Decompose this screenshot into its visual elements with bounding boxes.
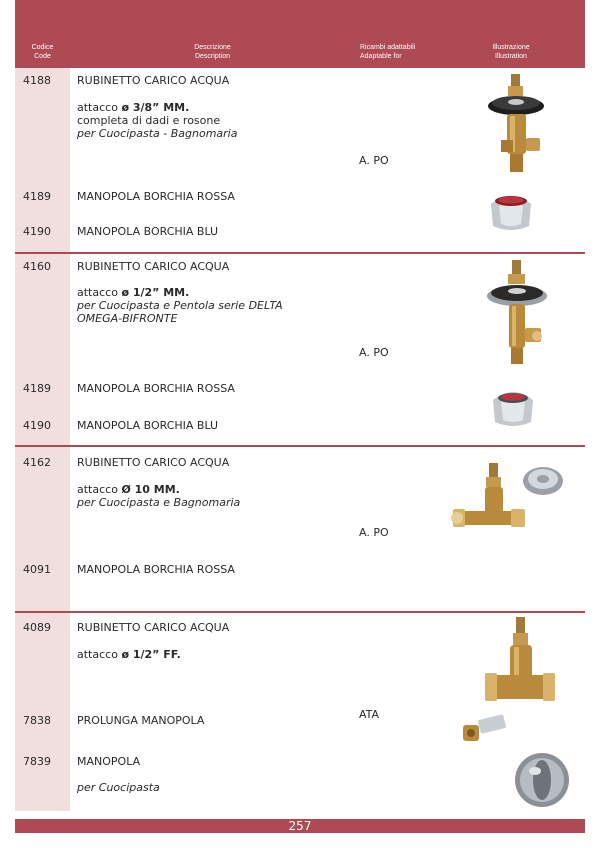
product-code: 4160 bbox=[23, 260, 51, 273]
product-title: RUBINETTO CARICO ACQUA bbox=[77, 456, 230, 469]
item-description: MANOPOLA bbox=[77, 755, 141, 768]
product-usage: per Cuocipasta e Pentola serie DELTA bbox=[77, 299, 283, 312]
item-code: 4091 bbox=[23, 563, 51, 576]
code-column bbox=[15, 254, 70, 445]
header-illustration: Illustrazione Illustration bbox=[492, 44, 530, 60]
code-column bbox=[15, 613, 70, 811]
item-description: MANOPOLA BORCHIA ROSSA bbox=[77, 563, 235, 576]
item-code: 4190 bbox=[23, 225, 51, 238]
product-code: 4188 bbox=[23, 74, 51, 87]
tap-valve-image bbox=[477, 74, 555, 178]
adaptable-for: ATA bbox=[359, 708, 380, 721]
adaptable-for: A. PO bbox=[359, 346, 389, 359]
page-number: 257 bbox=[15, 819, 585, 833]
product-code: 4089 bbox=[23, 621, 51, 634]
extension-part-image bbox=[459, 711, 509, 745]
item-description: MANOPOLA BORCHIA ROSSA bbox=[77, 382, 235, 395]
product-section bbox=[15, 66, 585, 252]
header-adaptable: Ricambi adattabili Adaptable for bbox=[360, 44, 416, 60]
product-section bbox=[15, 611, 585, 811]
code-column bbox=[15, 447, 70, 611]
product-title: RUBINETTO CARICO ACQUA bbox=[77, 74, 230, 87]
product-code: 4162 bbox=[23, 456, 51, 469]
header-description: Descrizione Description bbox=[194, 44, 231, 60]
product-usage: per Cuocipasta - Bagnomaria bbox=[77, 127, 238, 140]
product-attachment: attacco ø 3/8” MM. bbox=[77, 101, 190, 114]
item-usage: per Cuocipasta bbox=[77, 781, 160, 794]
tap-valve-image bbox=[483, 617, 559, 707]
item-description: MANOPOLA BORCHIA ROSSA bbox=[77, 190, 235, 203]
item-code: 7839 bbox=[23, 755, 51, 768]
product-title: RUBINETTO CARICO ACQUA bbox=[77, 621, 230, 634]
product-title: RUBINETTO CARICO ACQUA bbox=[77, 260, 230, 273]
product-attachment: attacco ø 1/2” MM. bbox=[77, 286, 190, 299]
item-code: 7838 bbox=[23, 714, 51, 727]
item-description: MANOPOLA BORCHIA BLU bbox=[77, 419, 219, 432]
item-code: 4190 bbox=[23, 419, 51, 432]
item-description: MANOPOLA BORCHIA BLU bbox=[77, 225, 219, 238]
product-attachment: attacco ø 1/2” FF. bbox=[77, 648, 181, 661]
adaptable-for: A. PO bbox=[359, 154, 389, 167]
knob-image bbox=[513, 751, 571, 809]
product-extra: completa di dadi e rosone bbox=[77, 114, 221, 127]
tap-valve-image bbox=[449, 459, 567, 539]
product-attachment: attacco Ø 10 MM. bbox=[77, 483, 180, 496]
product-section bbox=[15, 445, 585, 611]
header-code: Codice Code bbox=[31, 44, 54, 60]
item-code: 4189 bbox=[23, 382, 51, 395]
knob-red-image bbox=[485, 186, 537, 234]
product-section bbox=[15, 252, 585, 445]
item-code: 4189 bbox=[23, 190, 51, 203]
knob-blue-image bbox=[487, 384, 539, 430]
tap-valve-image bbox=[477, 260, 557, 368]
adaptable-for: A. PO bbox=[359, 526, 389, 539]
table-header bbox=[15, 0, 585, 66]
product-usage: per Cuocipasta e Bagnomaria bbox=[77, 496, 241, 509]
item-description: PROLUNGA MANOPOLA bbox=[77, 714, 205, 727]
product-usage-cont: OMEGA-BIFRONTE bbox=[77, 312, 178, 325]
